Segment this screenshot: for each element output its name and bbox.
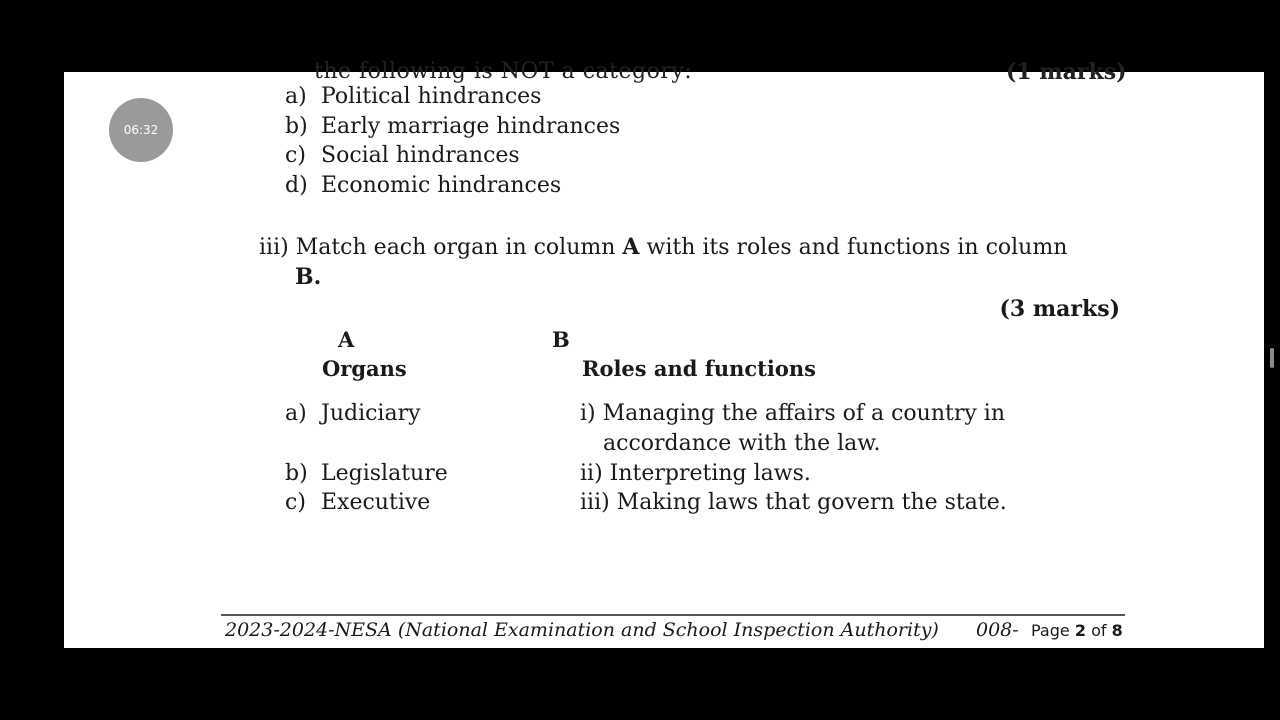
exam-page: [64, 59, 1264, 648]
option-letter: b): [285, 114, 308, 139]
role-i-line-1: i) Managing the affairs of a country in: [580, 401, 1006, 426]
option-text: Early marriage hindrances: [321, 114, 621, 139]
organ-text: Executive: [321, 490, 431, 515]
option-text: Economic hindrances: [321, 173, 562, 198]
question-iii: [259, 234, 1129, 260]
role-iii: iii) Making laws that govern the state.: [580, 490, 1007, 515]
option-letter: c): [285, 143, 306, 168]
column-a-reference: A: [622, 234, 640, 260]
scrollbar-handle[interactable]: [1270, 348, 1274, 368]
page-label: Page: [1031, 621, 1070, 640]
page-of: of: [1091, 621, 1107, 640]
column-a-letter: A: [338, 327, 355, 352]
column-b-reference: B.: [295, 264, 322, 290]
footer-divider: [221, 614, 1125, 616]
question-text-part-1: Match each organ in column: [295, 235, 616, 260]
video-timer-badge[interactable]: 06:32: [109, 98, 173, 162]
cut-off-question-text: the following is NOT a category:: [314, 59, 693, 84]
column-b-letter: B: [552, 327, 570, 352]
cut-off-marks: (1 marks): [1006, 59, 1127, 85]
question-text-part-2: with its roles and functions in column: [646, 235, 1068, 260]
question-number: iii): [259, 235, 289, 260]
footer-code: 008-: [976, 619, 1019, 641]
role-ii: ii) Interpreting laws.: [580, 461, 811, 486]
footer-authority: 2023-2024-NESA (National Examination and School Inspection Authority): [225, 619, 939, 641]
organ-text: Legislature: [321, 461, 448, 486]
page-current: 2: [1074, 621, 1086, 640]
page-total: 8: [1111, 621, 1123, 640]
page-number: [1031, 621, 1123, 640]
column-b-title: Roles and functions: [582, 356, 816, 381]
column-a-title: Organs: [322, 356, 407, 381]
option-letter: d): [285, 173, 308, 198]
role-i-line-2: accordance with the law.: [603, 431, 881, 456]
option-letter: a): [285, 84, 307, 109]
option-text: Political hindrances: [321, 84, 542, 109]
organ-letter: b): [285, 461, 308, 486]
organ-letter: a): [285, 401, 307, 426]
organ-text: Judiciary: [321, 401, 421, 426]
question-marks: (3 marks): [999, 296, 1120, 322]
organ-letter: c): [285, 490, 306, 515]
option-text: Social hindrances: [321, 143, 520, 168]
